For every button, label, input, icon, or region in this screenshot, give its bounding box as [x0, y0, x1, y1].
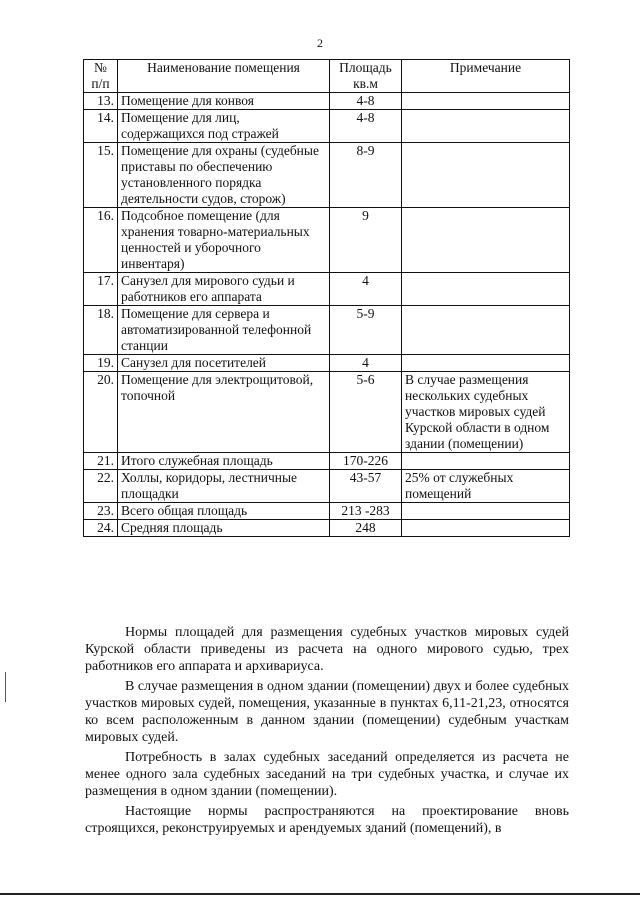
row-note	[402, 93, 570, 110]
row-note	[402, 520, 570, 537]
row-name: Помещение для лиц, содержащихся под стражей	[118, 110, 330, 143]
table-row	[84, 520, 570, 537]
header-num: № п/п	[84, 60, 118, 93]
header-note: Примечание	[402, 60, 570, 93]
row-name: Подсобное помещение (для хранения товарно-материальных ценностей и уборочного инвентаря)	[118, 208, 330, 273]
paragraph: Нормы площадей для размещения судебных участков мировых судей Курской области приведены из расчета на одного мирового судью, трех работников его аппарата и архивариуса.	[85, 625, 569, 674]
row-num: 22.	[84, 470, 118, 503]
row-num: 19.	[84, 355, 118, 372]
row-area: 8-9	[330, 143, 402, 208]
page-bottom-edge	[0, 893, 640, 895]
page-number: 2	[317, 36, 323, 50]
row-note	[402, 306, 570, 355]
row-num: 20.	[84, 372, 118, 453]
row-area: 5-6	[330, 372, 402, 453]
row-name: Помещение для конвоя	[118, 93, 330, 110]
row-name: Санузел для мирового судьи и работников его аппарата	[118, 273, 330, 306]
row-area: 4-8	[330, 110, 402, 143]
paragraph: В случае размещения в одном здании (помещении) двух и более судебных участков мировых судей, помещения, указанные в пунктах 6,11-21,23, относятся ко всем расположенным в данном здании (помещении) судебным участкам мировых судей.	[85, 679, 569, 745]
row-num: 24.	[84, 520, 118, 537]
row-area: 213 -283	[330, 503, 402, 520]
row-note	[402, 453, 570, 470]
table-row	[84, 110, 570, 143]
row-note	[402, 208, 570, 273]
row-num: 16.	[84, 208, 118, 273]
row-area: 43-57	[330, 470, 402, 503]
row-num: 21.	[84, 453, 118, 470]
row-note	[402, 273, 570, 306]
table-body	[84, 93, 570, 537]
row-name: Помещение для сервера и автоматизированной телефонной станции	[118, 306, 330, 355]
row-name: Средняя площадь	[118, 520, 330, 537]
header-area: Площадь кв.м	[330, 60, 402, 93]
row-name: Помещение для охраны (судебные приставы по обеспечению установленного порядка деятельности судов, сторож)	[118, 143, 330, 208]
table-row	[84, 372, 570, 453]
row-note: 25% от служебных помещений	[402, 470, 570, 503]
table-row	[84, 355, 570, 372]
header-name: Наименование помещения	[118, 60, 330, 93]
row-num: 15.	[84, 143, 118, 208]
row-num: 13.	[84, 93, 118, 110]
row-note	[402, 110, 570, 143]
body-text	[85, 624, 569, 840]
row-name: Итого служебная площадь	[118, 453, 330, 470]
scan-margin-mark	[5, 672, 6, 702]
row-num: 14.	[84, 110, 118, 143]
row-area: 248	[330, 520, 402, 537]
row-name: Помещение для электрощитовой, топочной	[118, 372, 330, 453]
row-area: 170-226	[330, 453, 402, 470]
table-row	[84, 470, 570, 503]
paragraph: Настоящие нормы распространяются на проектирование вновь строящихся, реконструируемых и арендуемых зданий (помещений), в	[85, 804, 569, 836]
premises-table	[83, 59, 570, 537]
paragraph: Потребность в залах судебных заседаний определяется из расчета не менее одного зала судебных заседаний на три судебных участка, и случае их размещения в одном здании (помещении).	[85, 750, 569, 799]
table-row	[84, 208, 570, 273]
table-row	[84, 306, 570, 355]
row-note	[402, 143, 570, 208]
row-note: В случае размещения нескольких судебных участков мировых судей Курской области в одном здании (помещении)	[402, 372, 570, 453]
row-area: 4-8	[330, 93, 402, 110]
table-row	[84, 143, 570, 208]
table-row	[84, 453, 570, 470]
row-area: 4	[330, 273, 402, 306]
row-name: Санузел для посетителей	[118, 355, 330, 372]
table-header-row	[84, 60, 570, 93]
row-num: 18.	[84, 306, 118, 355]
row-note	[402, 503, 570, 520]
row-num: 23.	[84, 503, 118, 520]
row-area: 5-9	[330, 306, 402, 355]
table-row	[84, 93, 570, 110]
row-name: Холлы, коридоры, лестничные площадки	[118, 470, 330, 503]
row-num: 17.	[84, 273, 118, 306]
table-row	[84, 273, 570, 306]
row-area: 4	[330, 355, 402, 372]
row-note	[402, 355, 570, 372]
table-row	[84, 503, 570, 520]
row-name: Всего общая площадь	[118, 503, 330, 520]
row-area: 9	[330, 208, 402, 273]
